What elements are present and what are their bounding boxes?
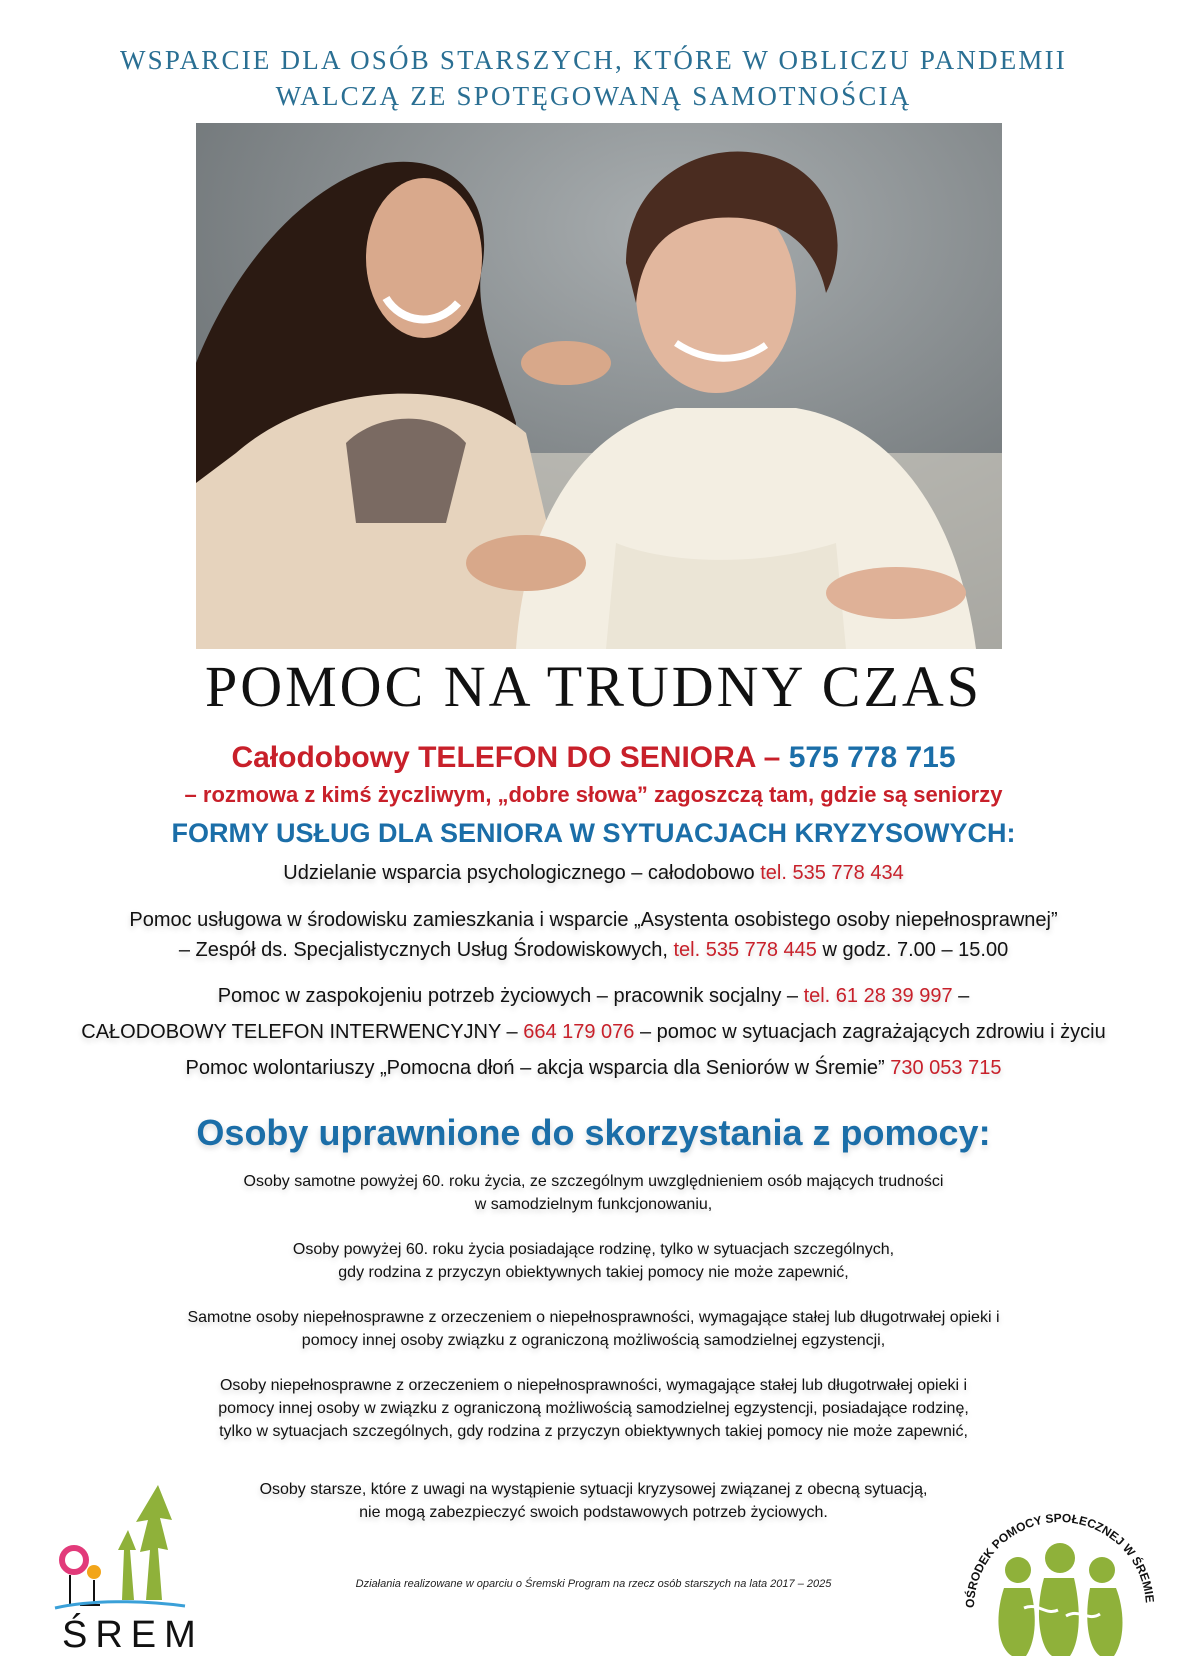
service-volunteers-text: Pomoc wolontariuszy „Pomocna dłoń – akcja wsparcia dla Seniorów w Śremie” <box>185 1057 891 1079</box>
caregiver-senior-photo-illustration <box>196 123 1002 649</box>
eligible-item-5-line-2: nie mogą zabezpieczyć swoich podstawowych potrzeb życiowych. <box>359 1504 828 1521</box>
senior-phone-line <box>0 738 1187 778</box>
footer-note: Działania realizowane w oparciu o Śremski Program na rzecz osób starszych na lata 2017 – 2025 <box>355 1578 832 1590</box>
service-social-worker-end: – <box>952 985 970 1007</box>
service-intervention-end: – pomoc w sytuacjach zagrażających zdrowiu i życiu <box>634 1021 1106 1043</box>
eligible-item-2-line-2: gdy rodzina z przyczyn obiektywnych takiej pomocy nie może zapewnić, <box>338 1264 849 1281</box>
poster-header <box>0 42 1187 114</box>
senior-phone-number[interactable]: 575 778 715 <box>788 741 956 774</box>
eligible-item-3-line-2: pomocy innej osoby związku z ograniczoną możliwością samodzielnej egzystencji, <box>301 1332 886 1349</box>
main-title: POMOC NA TRUDNY CZAS <box>204 654 983 719</box>
eligible-item-1 <box>0 1170 1187 1216</box>
service-intervention-text: CAŁODOBOWY TELEFON INTERWENCYJNY – <box>81 1021 524 1043</box>
srem-logo-text: ŚREM <box>62 1614 204 1656</box>
eligible-item-1-line-2: w samodzielnym funkcjonowaniu, <box>474 1196 713 1213</box>
eligible-item-4-line-2: pomocy innej osoby w związku z ograniczoną możliwością samodzielnej egzystencji, posiadające rodzinę, <box>218 1400 969 1417</box>
eligible-item-2-line-1: Osoby powyżej 60. roku życia posiadające rodzinę, tylko w sytuacjach szczególnych, <box>292 1241 895 1258</box>
eligible-item-5-line-1: Osoby starsze, które z uwagi na wystąpienie sytuacji kryzysowej związanej z obecną sytuacją, <box>259 1481 928 1498</box>
eligible-item-3 <box>0 1306 1187 1352</box>
senior-phone-subline: – rozmowa z kimś życzliwym, „dobre słowa” zagoszczą tam, gdzie są seniorzy <box>184 782 1003 807</box>
service-psychological-text: Udzielanie wsparcia psychologicznego – całodobowo <box>283 862 761 884</box>
service-psychological <box>0 858 1187 888</box>
service-assistant-tel[interactable]: tel. 535 778 445 <box>673 939 817 961</box>
header-line-2: WALCZĄ ZE SPOTĘGOWANĄ SAMOTNOŚCIĄ <box>275 81 912 111</box>
senior-phone-prefix: Całodobowy <box>231 741 419 774</box>
service-assistant-text: – Zespół ds. Specjalistycznych Usług Środowiskowych, <box>178 939 674 961</box>
service-volunteers <box>0 1053 1187 1083</box>
forms-heading: FORMY USŁUG DLA SENIORA W SYTUACJACH KRYZYSOWYCH: <box>171 818 1016 848</box>
service-psychological-tel[interactable]: tel. 535 778 434 <box>760 862 904 884</box>
hero-photo <box>196 123 1002 649</box>
service-intervention-tel[interactable]: 664 179 076 <box>523 1021 635 1043</box>
eligible-item-3-line-1: Samotne osoby niepełnosprawne z orzeczeniem o niepełnosprawności, wymagające stałej lub długotrwałej opieki i <box>187 1309 1000 1326</box>
header-line-1: WSPARCIE DLA OSÓB STARSZYCH, KTÓRE W OBLICZU PANDEMII <box>119 45 1068 75</box>
eligible-item-4-line-1: Osoby niepełnosprawne z orzeczeniem o niepełnosprawności, wymagające stałej lub długotrwałej opieki i <box>219 1377 968 1394</box>
service-assistant-line-2 <box>0 935 1187 965</box>
eligible-item-2 <box>0 1238 1187 1284</box>
service-volunteers-tel[interactable]: 730 053 715 <box>890 1057 1002 1079</box>
eligible-item-1-line-1: Osoby samotne powyżej 60. roku życia, ze szczególnym uwzględnieniem osób mających trudności <box>243 1173 944 1190</box>
eligible-item-4 <box>0 1374 1187 1443</box>
service-social-worker-tel[interactable]: tel. 61 28 39 997 <box>803 985 953 1007</box>
senior-phone-label: TELEFON DO SENIORA – <box>418 741 789 774</box>
eligible-heading: Osoby uprawnione do skorzystania z pomocy: <box>196 1112 991 1153</box>
ops-logo-text: OŚRODEK POMOCY SPOŁECZNEJ W ŚREMIE <box>962 1510 1157 1609</box>
service-assistant <box>0 905 1187 965</box>
service-assistant-hours: w godz. 7.00 – 15.00 <box>816 939 1009 961</box>
service-social-worker-text: Pomoc w zaspokojeniu potrzeb życiowych – pracownik socjalny – <box>217 985 804 1007</box>
service-assistant-line-1: Pomoc usługowa w środowisku zamieszkania i wsparcie „Asystenta osobistego osoby niepełnosprawnej” <box>129 909 1058 931</box>
ops-logo-icon <box>954 1498 1166 1658</box>
service-social-worker <box>0 981 1187 1011</box>
service-intervention <box>0 1017 1187 1047</box>
eligible-item-4-line-3: tylko w sytuacjach szczególnych, gdy rodzina z przyczyn obiektywnych takiej pomocy nie może zapewnić, <box>219 1423 968 1440</box>
